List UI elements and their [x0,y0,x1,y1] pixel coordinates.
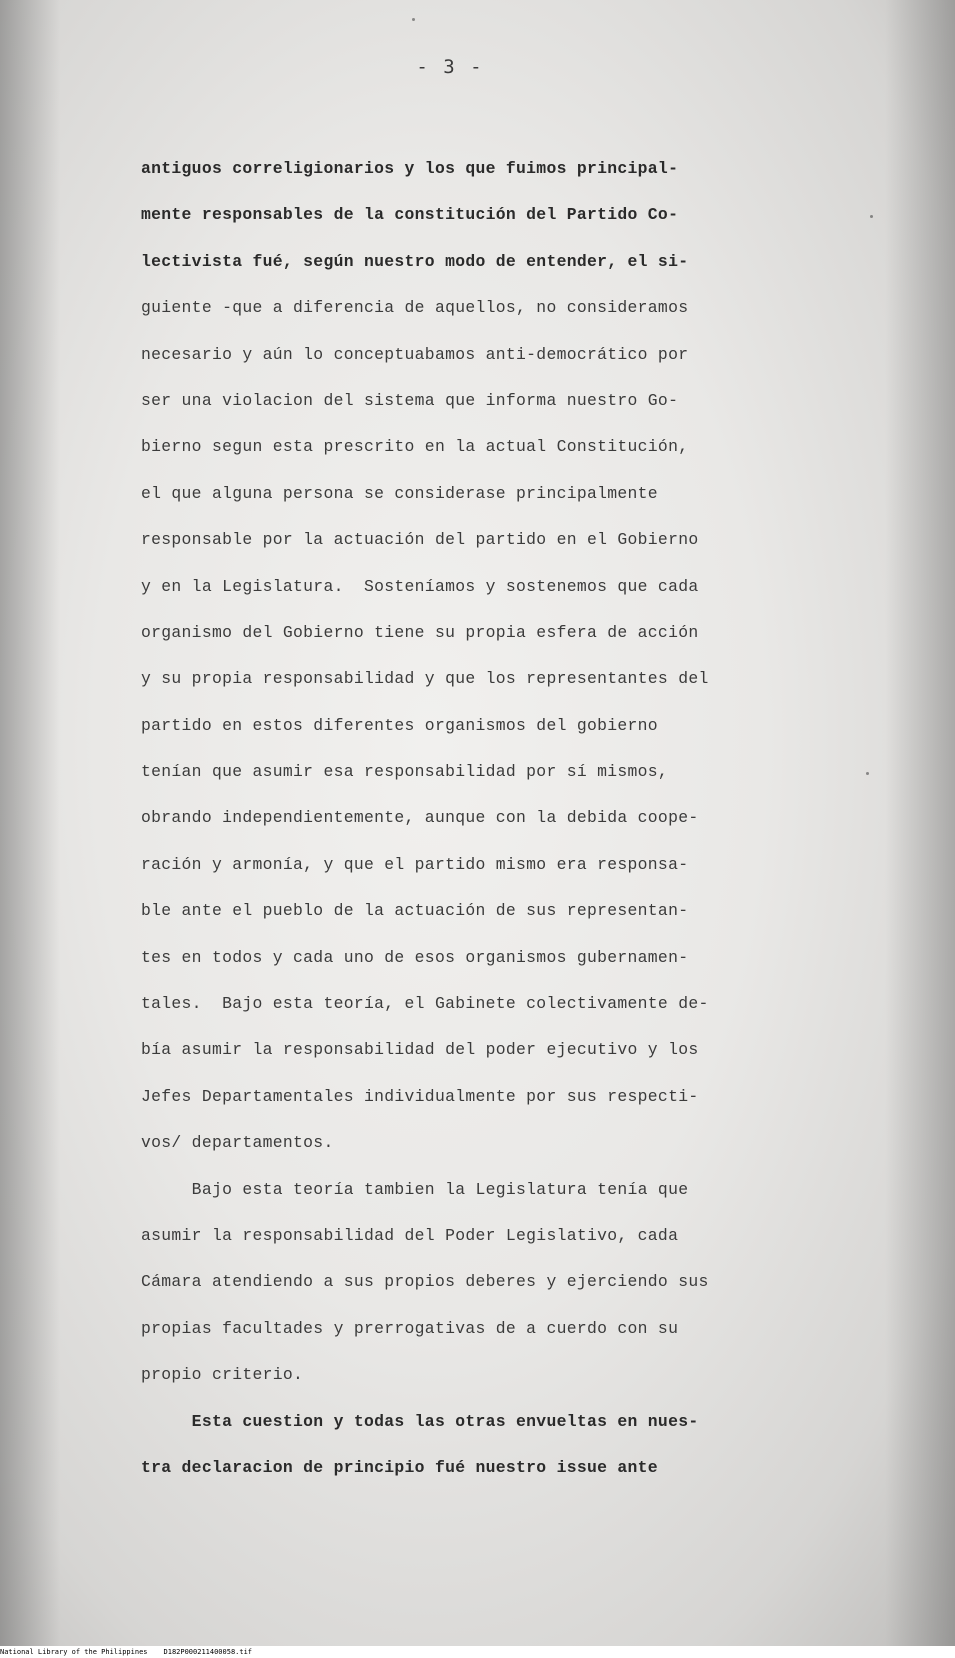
text-line: responsable por la actuación del partido en el Gobierno [141,530,699,550]
scan-speck [412,18,415,21]
text-line: y en la Legislatura. Sosteníamos y sostenemos que cada [141,576,699,596]
text-line: propio criterio. [141,1365,304,1385]
text-line: lectivista fué, según nuestro modo de entender, el si- [141,251,689,271]
text-line: antiguos correligionarios y los que fuimos principal- [141,159,679,178]
text-line: el que alguna persona se considerase principalmente [141,483,658,503]
text-line: ble ante el pueblo de la actuación de sus representan- [141,901,689,921]
paragraph-1 [141,146,931,1167]
text-line: bierno segun esta prescrito en la actual Constitución, [141,437,689,457]
text-line: tes en todos y cada uno de esos organismos gubernamen- [141,947,689,967]
text-line: bía asumir la responsabilidad del poder ejecutivo y los [141,1040,699,1060]
text-line: tra declaracion de principio fué nuestro issue ante [141,1457,658,1477]
page-number: - 3 - [416,56,484,78]
text-line: mente responsables de la constitución del Partido Co- [141,205,679,225]
text-line: propias facultades y prerrogativas de a cuerdo con su [141,1318,679,1338]
paragraph-3 [141,1399,931,1492]
scan-speck [870,215,873,218]
text-line: vos/ departamentos. [141,1133,334,1153]
text-line: Bajo esta teoría tambien la Legislatura tenía que [141,1179,689,1199]
document-body [141,146,931,1491]
text-line: Cámara atendiendo a sus propios deberes y ejerciendo sus [141,1272,709,1292]
text-line: asumir la responsabilidad del Poder Legislativo, cada [141,1225,679,1245]
footer-file: D182P000211400058.tif [163,1648,253,1656]
text-line: tenían que asumir esa responsabilidad por sí mismos, [141,762,669,782]
text-line: ser una violacion del sistema que informa nuestro Go- [141,390,679,410]
text-line: Jefes Departamentales individualmente por sus respecti- [141,1086,699,1106]
text-line: ración y armonía, y que el partido mismo era responsa- [141,854,689,874]
text-line: partido en estos diferentes organismos del gobierno [141,715,658,735]
text-line: guiente -que a diferencia de aquellos, no consideramos [141,298,689,318]
text-line: necesario y aún lo conceptuabamos anti-democrático por [141,344,689,364]
text-line: organismo del Gobierno tiene su propia esfera de acción [141,622,699,642]
paragraph-2 [141,1167,931,1399]
text-line: y su propia responsabilidad y que los representantes del [141,669,709,689]
text-line: obrando independientemente, aunque con la debida coope- [141,808,699,828]
scan-footer [0,1646,955,1658]
footer-library: National Library of the Philippines [0,1648,148,1656]
text-line: tales. Bajo esta teoría, el Gabinete colectivamente de- [141,994,709,1014]
text-line: Esta cuestion y todas las otras envueltas en nues- [141,1411,699,1431]
scan-speck [866,772,869,775]
